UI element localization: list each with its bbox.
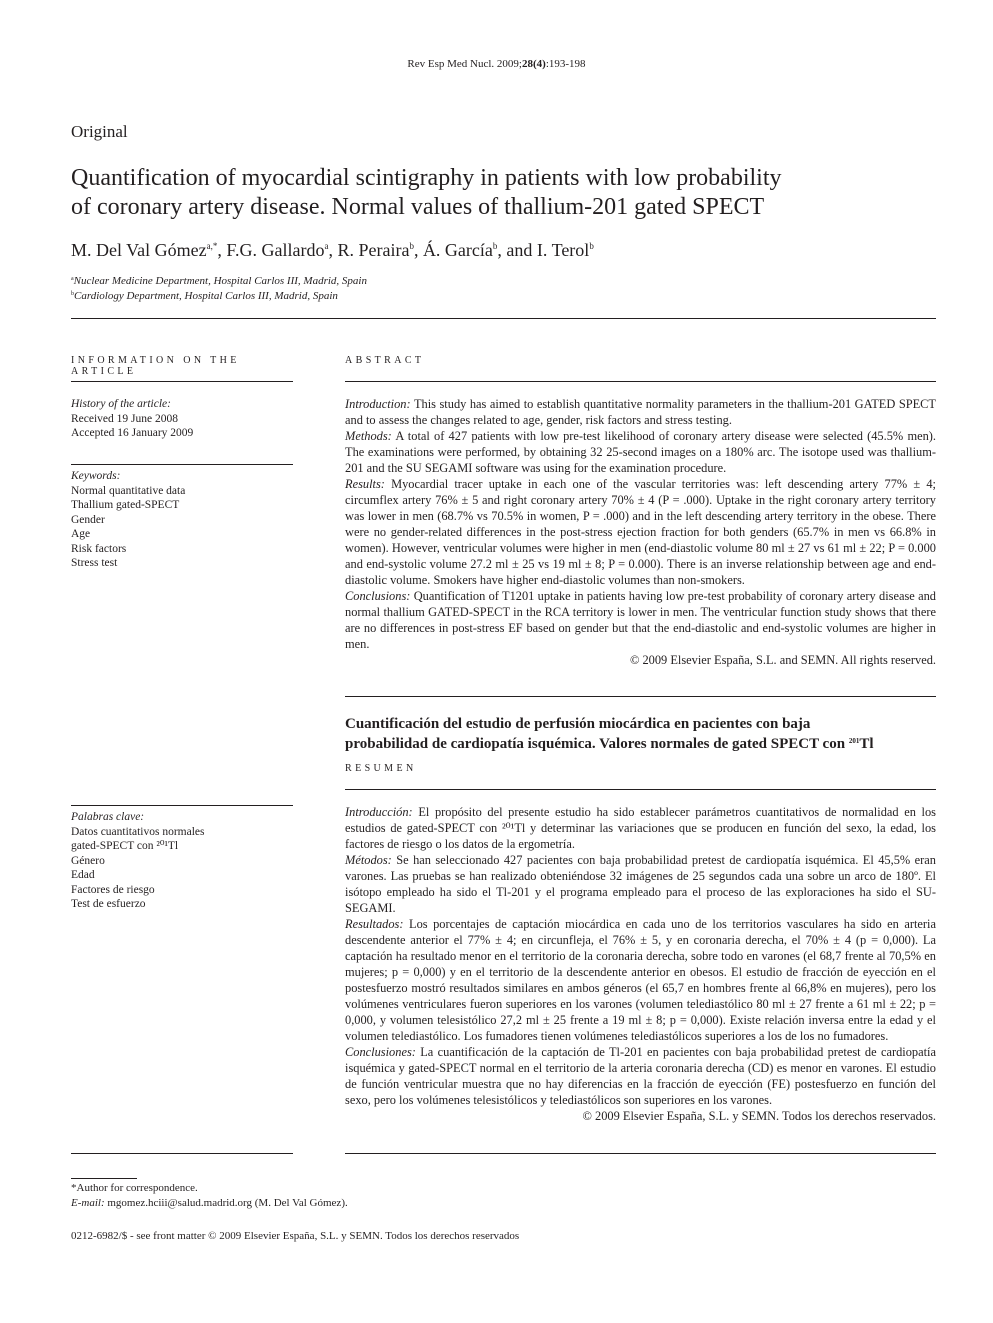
keyword-item: Normal quantitative data	[71, 484, 186, 497]
left-bottom-divider	[71, 1153, 293, 1154]
section-label: Original	[71, 122, 128, 141]
resumen-paragraph-text: El propósito del presente estudio ha sido establecer parámetros cuantitativos de normalidad en los estudios de gated-SPECT con ²⁰¹Tl y determinar las variaciones que se producen en función del sexo, la edad, los factores de riesgo o los datos de la ergometría.	[345, 805, 936, 851]
palabra-item: Factores de riesgo	[71, 883, 155, 896]
palabra-item: Género	[71, 854, 105, 867]
abstract-paragraph	[345, 396, 936, 428]
abstract-body	[345, 396, 936, 668]
abstract-paragraph-text: This study has aimed to establish quantitative normality parameters in the thallium-201 GATED SPECT and to assess the changes related to age, gender, risk factors and stress testing.	[345, 397, 936, 427]
journal-pages: :193-198	[545, 58, 586, 70]
author-separator: ,	[413, 240, 423, 260]
abstract-end-divider	[345, 696, 936, 697]
article-title-line-2: of coronary artery disease. Normal values of thallium-201 gated SPECT	[71, 194, 765, 220]
resumen-paragraph-label: Resultados:	[345, 917, 404, 931]
resumen-heading: RESUMEN	[345, 763, 417, 774]
footnote-rule	[71, 1178, 137, 1179]
author-affiliation-mark: b	[589, 241, 594, 251]
author-name: F.G. Gallardo	[226, 240, 325, 260]
author-name: R. Peraira	[337, 240, 410, 260]
keyword-item: Gender	[71, 513, 105, 526]
resumen-paragraph	[345, 1044, 936, 1108]
journal-citation	[0, 58, 993, 70]
keyword-item: Risk factors	[71, 542, 127, 555]
info-heading: INFORMATION ON THE ARTICLE	[71, 355, 240, 377]
history-label: History of the article:	[71, 398, 171, 410]
footnote-email-label: E-mail:	[71, 1197, 105, 1209]
author-affiliation-mark: a,*	[206, 241, 218, 251]
palabra-item: Edad	[71, 869, 95, 881]
history-accepted: Accepted 16 January 2009	[71, 427, 194, 439]
issn-line: 0212-6982/$ - see front matter © 2009 Elsevier España, S.L. y SEMN. Todos los derechos reservados	[71, 1230, 520, 1242]
affiliation-mark: a	[71, 276, 74, 282]
spanish-title	[345, 716, 936, 753]
author-affiliation-mark: b	[409, 241, 414, 251]
resumen-paragraph-text: La cuantificación de la captación de Tl-201 en pacientes con baja probabilidad pretest de cardiopatía isquémica y gated-SPECT normal en el territorio de la arteria coronaria derecha (CD) es menor en varones. El estudio de función ventricular muestra que no hay diferencias en la fracción de eyección (FE) postesfuerzo en función del sexo, pero los volúmenes telesistólicos y telediastólicos son superiores en los varones.	[345, 1045, 936, 1107]
resumen-copyright: © 2009 Elsevier España, S.L. y SEMN. Todos los derechos reservados.	[582, 1109, 936, 1123]
keywords-divider	[71, 464, 293, 465]
abstract-paragraph-text: A total of 427 patients with low pre-test likelihood of coronary artery disease were selected (45.5% men). The examinations were performed, by obtaining 32 25-second images on a 180% arc. The isotope used was thallium-201 and the SU SEGAMI software was using for the examination procedure.	[345, 429, 937, 475]
palabra-item: Test de esfuerzo	[71, 898, 146, 910]
author-list	[71, 240, 594, 261]
abstract-paragraph-label: Introduction:	[345, 397, 411, 411]
affiliation-text: Cardiology Department, Hospital Carlos III, Madrid, Spain	[74, 290, 338, 302]
resumen-paragraph-text: Se han seleccionado 427 pacientes con baja probabilidad pretest de cardiopatía isquémica. El 45,5% eran varones. Las pruebas se han realizado obteniéndose 32 imágenes de 25 segundos cada una sobre un arco de 180º. El isótopo empleado ha sido el Tl-201 y el programa empleado para el proceso de las exploraciones ha sido el SU-SEGAMI.	[345, 853, 936, 915]
abstract-paragraph-text: Quantification of T1201 uptake in patients having low pre-test probability of coronary artery disease and normal thallium GATED-SPECT in the RCA territory is lower in men. The ventricular function study shows that there are no differences in post-stress EF based on gender but that the end-diastolic and end-systolic volumes are higher in men.	[345, 589, 936, 651]
palabra-item: Datos cuantitativos normales	[71, 825, 205, 838]
author-name: Á. García	[422, 240, 493, 260]
header-divider	[71, 318, 936, 319]
author-name: M. Del Val Gómez	[71, 240, 207, 260]
resumen-paragraph	[345, 916, 936, 1044]
resumen-divider	[345, 789, 936, 790]
palabras-clave	[71, 810, 293, 912]
resumen-paragraph	[345, 852, 936, 916]
resumen-paragraph-label: Introducción:	[345, 805, 413, 819]
resumen-paragraph	[345, 804, 936, 852]
keyword-item: Stress test	[71, 557, 118, 569]
spanish-title-line-1: Cuantificación del estudio de perfusión miocárdica en pacientes con baja	[345, 716, 811, 732]
resumen-body	[345, 804, 936, 1124]
abstract-paragraph-label: Methods:	[345, 429, 392, 443]
author-separator: , and	[497, 240, 537, 260]
journal-volume: 28(4)	[522, 58, 546, 70]
abstract-paragraph	[345, 588, 936, 652]
palabras-divider	[71, 805, 293, 806]
keyword-item: Thallium gated-SPECT	[71, 499, 180, 511]
abstract-paragraph-label: Conclusions:	[345, 589, 411, 603]
footnote-author: *Author for correspondence.	[71, 1182, 198, 1194]
journal-name: Rev Esp Med Nucl. 2009;	[407, 58, 522, 70]
article-title-line-1: Quantification of myocardial scintigraphy in patients with low probability	[71, 165, 782, 191]
keywords-label: Keywords:	[71, 470, 121, 482]
palabras-label: Palabras clave:	[71, 811, 145, 823]
article-history	[71, 397, 293, 441]
abstract-paragraph	[345, 476, 936, 588]
abstract-copyright: © 2009 Elsevier España, S.L. and SEMN. All rights reserved.	[629, 653, 936, 667]
affiliation	[71, 290, 338, 302]
affiliation-text: Nuclear Medicine Department, Hospital Carlos III, Madrid, Spain	[73, 275, 367, 287]
keyword-item: Age	[71, 528, 91, 540]
resumen-paragraph-text: Los porcentajes de captación miocárdica en cada uno de los territorios vasculares ha sido en arteria descendente anterior el 77% ± 4; en circunfleja, el 76% ± 5, y en coronaria derecha, el 70% ± 4 (p = 0,000). La captación ha resultado menor en el territorio de la coronaria derecha, sobre todo en varones (el 68,7 frente al 70,5% en mujeres; p = 0,000) y en el territorio de la descendente anterior en obesos. El estudio de fracción de eyección en el postesfuerzo mostró resultados similares en ambos géneros (el 65,7 en hombres frente al 66,8% en mujeres), pero los volúmenes ventriculares fueron superiores en los varones (volumen telediastólico 80 ml ± 27 frente a 61 ml ± 22; p = 0,000, y volumen telesistólico 27,2 ml ± 25 frente a 19 ml ± 8; p = 0,000). Existe relación inversa entre la edad y el volumen telediastólico. Los fumadores tienen volúmenes telediastólicos superiores a los de los no fumadores.	[345, 917, 936, 1043]
spanish-title-line-2	[345, 733, 936, 753]
author-separator: ,	[328, 240, 338, 260]
affiliation-mark: b	[71, 291, 74, 297]
author-name: I. Terol	[536, 240, 590, 260]
affiliation	[71, 275, 367, 287]
abstract-heading: ABSTRACT	[345, 355, 425, 366]
info-divider	[71, 381, 293, 382]
spanish-title-line-2-text: probabilidad de cardiopatía isquémica. Valores normales de gated SPECT con	[345, 736, 849, 752]
abstract-paragraph-text: Myocardial tracer uptake in each one of the vascular territories was: left descending artery 77% ± 4; circumflex artery 76% ± 5 and right coronary artery 70% ± 4 (P = .000). Uptake in the right coronary artery territory was lower in men (68.7% vs 70.5% in women, P = .000) and in the left descending artery territory in the obese. There were no gender-related differences in the post-stress ejection fraction for both genders (65.7% in men vs 66.8% in women). However, ventricular volumes were higher in men (end-diastolic volume 80 ml ± 27 vs 61 ml ± 22; P = 0.000 and end-systolic volume 27.2 ml ± 25 vs 19 ml ± 8; P = 0.000). There is an inverse relationship between age and end-diastolic volume. Smokers have higher end-diastolic volumes than non-smokers.	[345, 477, 936, 587]
abstract-paragraph	[345, 428, 936, 476]
palabra-item: gated-SPECT con ²⁰¹Tl	[71, 840, 179, 852]
resumen-paragraph-label: Conclusiones:	[345, 1045, 416, 1059]
resumen-end-divider	[345, 1153, 936, 1154]
spanish-title-isotope: Tl	[859, 736, 874, 752]
abstract-paragraph-label: Results:	[345, 477, 385, 491]
abstract-divider	[345, 381, 936, 382]
footnote-email	[71, 1197, 348, 1209]
history-received: Received 19 June 2008	[71, 412, 178, 425]
spanish-title-isotope-mass: 201	[848, 737, 860, 745]
author-affiliation-mark: a	[324, 241, 329, 251]
author-affiliation-mark: b	[492, 241, 498, 251]
footnote-email-address[interactable]: mgomez.hciii@salud.madrid.org (M. Del Val Gómez).	[107, 1197, 348, 1209]
keywords	[71, 469, 293, 571]
article-title	[71, 164, 951, 222]
author-separator: ,	[217, 240, 227, 260]
resumen-paragraph-label: Métodos:	[345, 853, 392, 867]
